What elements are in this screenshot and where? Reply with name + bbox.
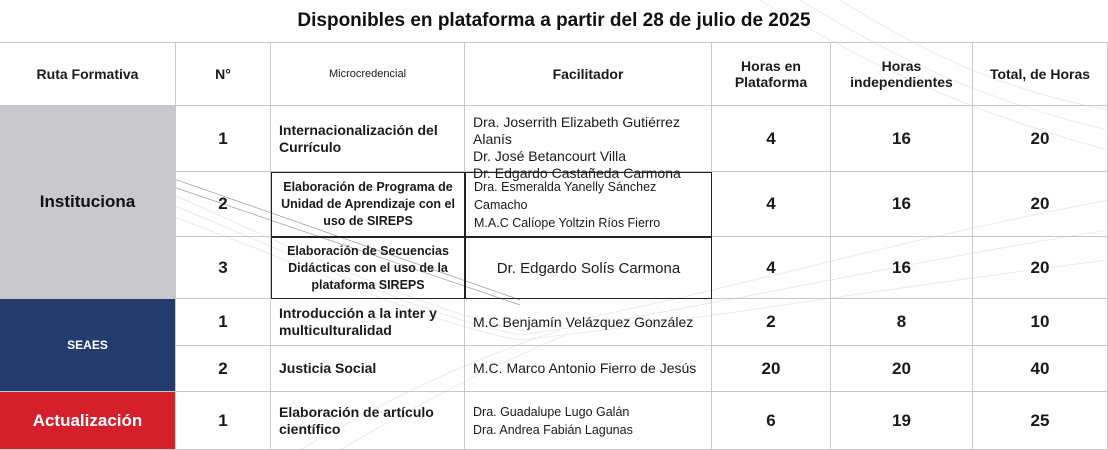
ruta-seaes: SEAES	[0, 299, 176, 392]
row-4-numero: 1	[176, 299, 271, 346]
row-1-facilitador-1: Dra. Joserrith Elizabeth Gutiérrez Alanís	[473, 114, 680, 147]
page-title: Disponibles en plataforma a partir del 28 de julio de 2025	[297, 10, 811, 31]
row-2-facilitador-2: M.A.C Calíope Yoltzin Ríos Fierro	[474, 215, 661, 230]
row-5-numero: 2	[176, 346, 271, 392]
row-2-numero: 2	[176, 172, 271, 237]
row-3-facilitador	[465, 237, 712, 299]
header-horas-independientes: Horas independientes	[831, 42, 973, 106]
row-2-total: 20	[973, 172, 1108, 237]
row-5-horas-plataforma: 20	[712, 346, 831, 392]
row-6-horas-plataforma: 6	[712, 392, 831, 450]
ruta-institucional: Instituciona	[0, 106, 176, 299]
row-3-horas-plataforma: 4	[712, 237, 831, 299]
row-6-microcredencial: Elaboración de artículo científico	[271, 392, 465, 450]
row-4-facilitador-1: M.C Benjamín Velázquez González	[473, 313, 694, 330]
row-5-facilitador-1: M.C. Marco Antonio Fierro de Jesús	[473, 360, 697, 376]
row-3-facilitador-1: Dr. Edgardo Solís Carmona	[496, 259, 681, 277]
row-1-horas-plataforma: 4	[712, 106, 831, 172]
row-2-facilitador-1: Dra. Esmeralda Yanelly Sánchez Camacho	[474, 179, 657, 212]
row-5-facilitador	[465, 346, 712, 392]
row-6-facilitador	[465, 392, 712, 450]
row-2-horas-independientes: 16	[831, 172, 973, 237]
row-2-facilitador	[465, 172, 712, 237]
header-total: Total, de Horas	[973, 42, 1108, 106]
row-6-horas-independientes: 19	[831, 392, 973, 450]
row-1-horas-independientes: 16	[831, 106, 973, 172]
row-1-numero: 1	[176, 106, 271, 172]
row-6-facilitador-2: Dra. Andrea Fabián Lagunas	[473, 422, 633, 437]
row-1-microcredencial: Internacionalización del Currículo	[271, 106, 465, 172]
row-5-total: 40	[973, 346, 1108, 392]
row-6-numero: 1	[176, 392, 271, 450]
row-4-total: 10	[973, 299, 1108, 346]
row-4-facilitador	[465, 299, 712, 346]
header-facilitador: Facilitador	[465, 42, 712, 106]
row-2-horas-plataforma: 4	[712, 172, 831, 237]
row-4-horas-independientes: 8	[831, 299, 973, 346]
row-6-total: 25	[973, 392, 1108, 450]
row-5-horas-independientes: 20	[831, 346, 973, 392]
row-6-facilitador-1: Dra. Guadalupe Lugo Galán	[473, 404, 630, 419]
row-4-horas-plataforma: 2	[712, 299, 831, 346]
row-4-microcredencial: Introducción a la inter y multiculturalidad	[271, 299, 465, 346]
row-1-total: 20	[973, 106, 1108, 172]
row-3-numero: 3	[176, 237, 271, 299]
header-ruta: Ruta Formativa	[0, 42, 176, 106]
header-horas-plataforma: Horas en Plataforma	[712, 42, 831, 106]
header-microcredencial: Microcredencial	[271, 42, 465, 106]
row-3-microcredencial: Elaboración de Secuencias Didácticas con el uso de la plataforma SIREPS	[271, 237, 465, 299]
row-2-microcredencial: Elaboración de Programa de Unidad de Aprendizaje con el uso de SIREPS	[271, 172, 465, 237]
row-5-microcredencial: Justicia Social	[271, 346, 465, 392]
row-3-total: 20	[973, 237, 1108, 299]
row-1-facilitador-3: Dr. Edgardo Castañeda Carmona	[473, 165, 681, 181]
header-numero: N°	[176, 42, 271, 106]
row-1-facilitador	[465, 106, 712, 181]
row-1-facilitador-2: Dr. José Betancourt Villa	[473, 148, 627, 164]
ruta-actualizacion: Actualización	[0, 392, 176, 450]
row-3-horas-independientes: 16	[831, 237, 973, 299]
